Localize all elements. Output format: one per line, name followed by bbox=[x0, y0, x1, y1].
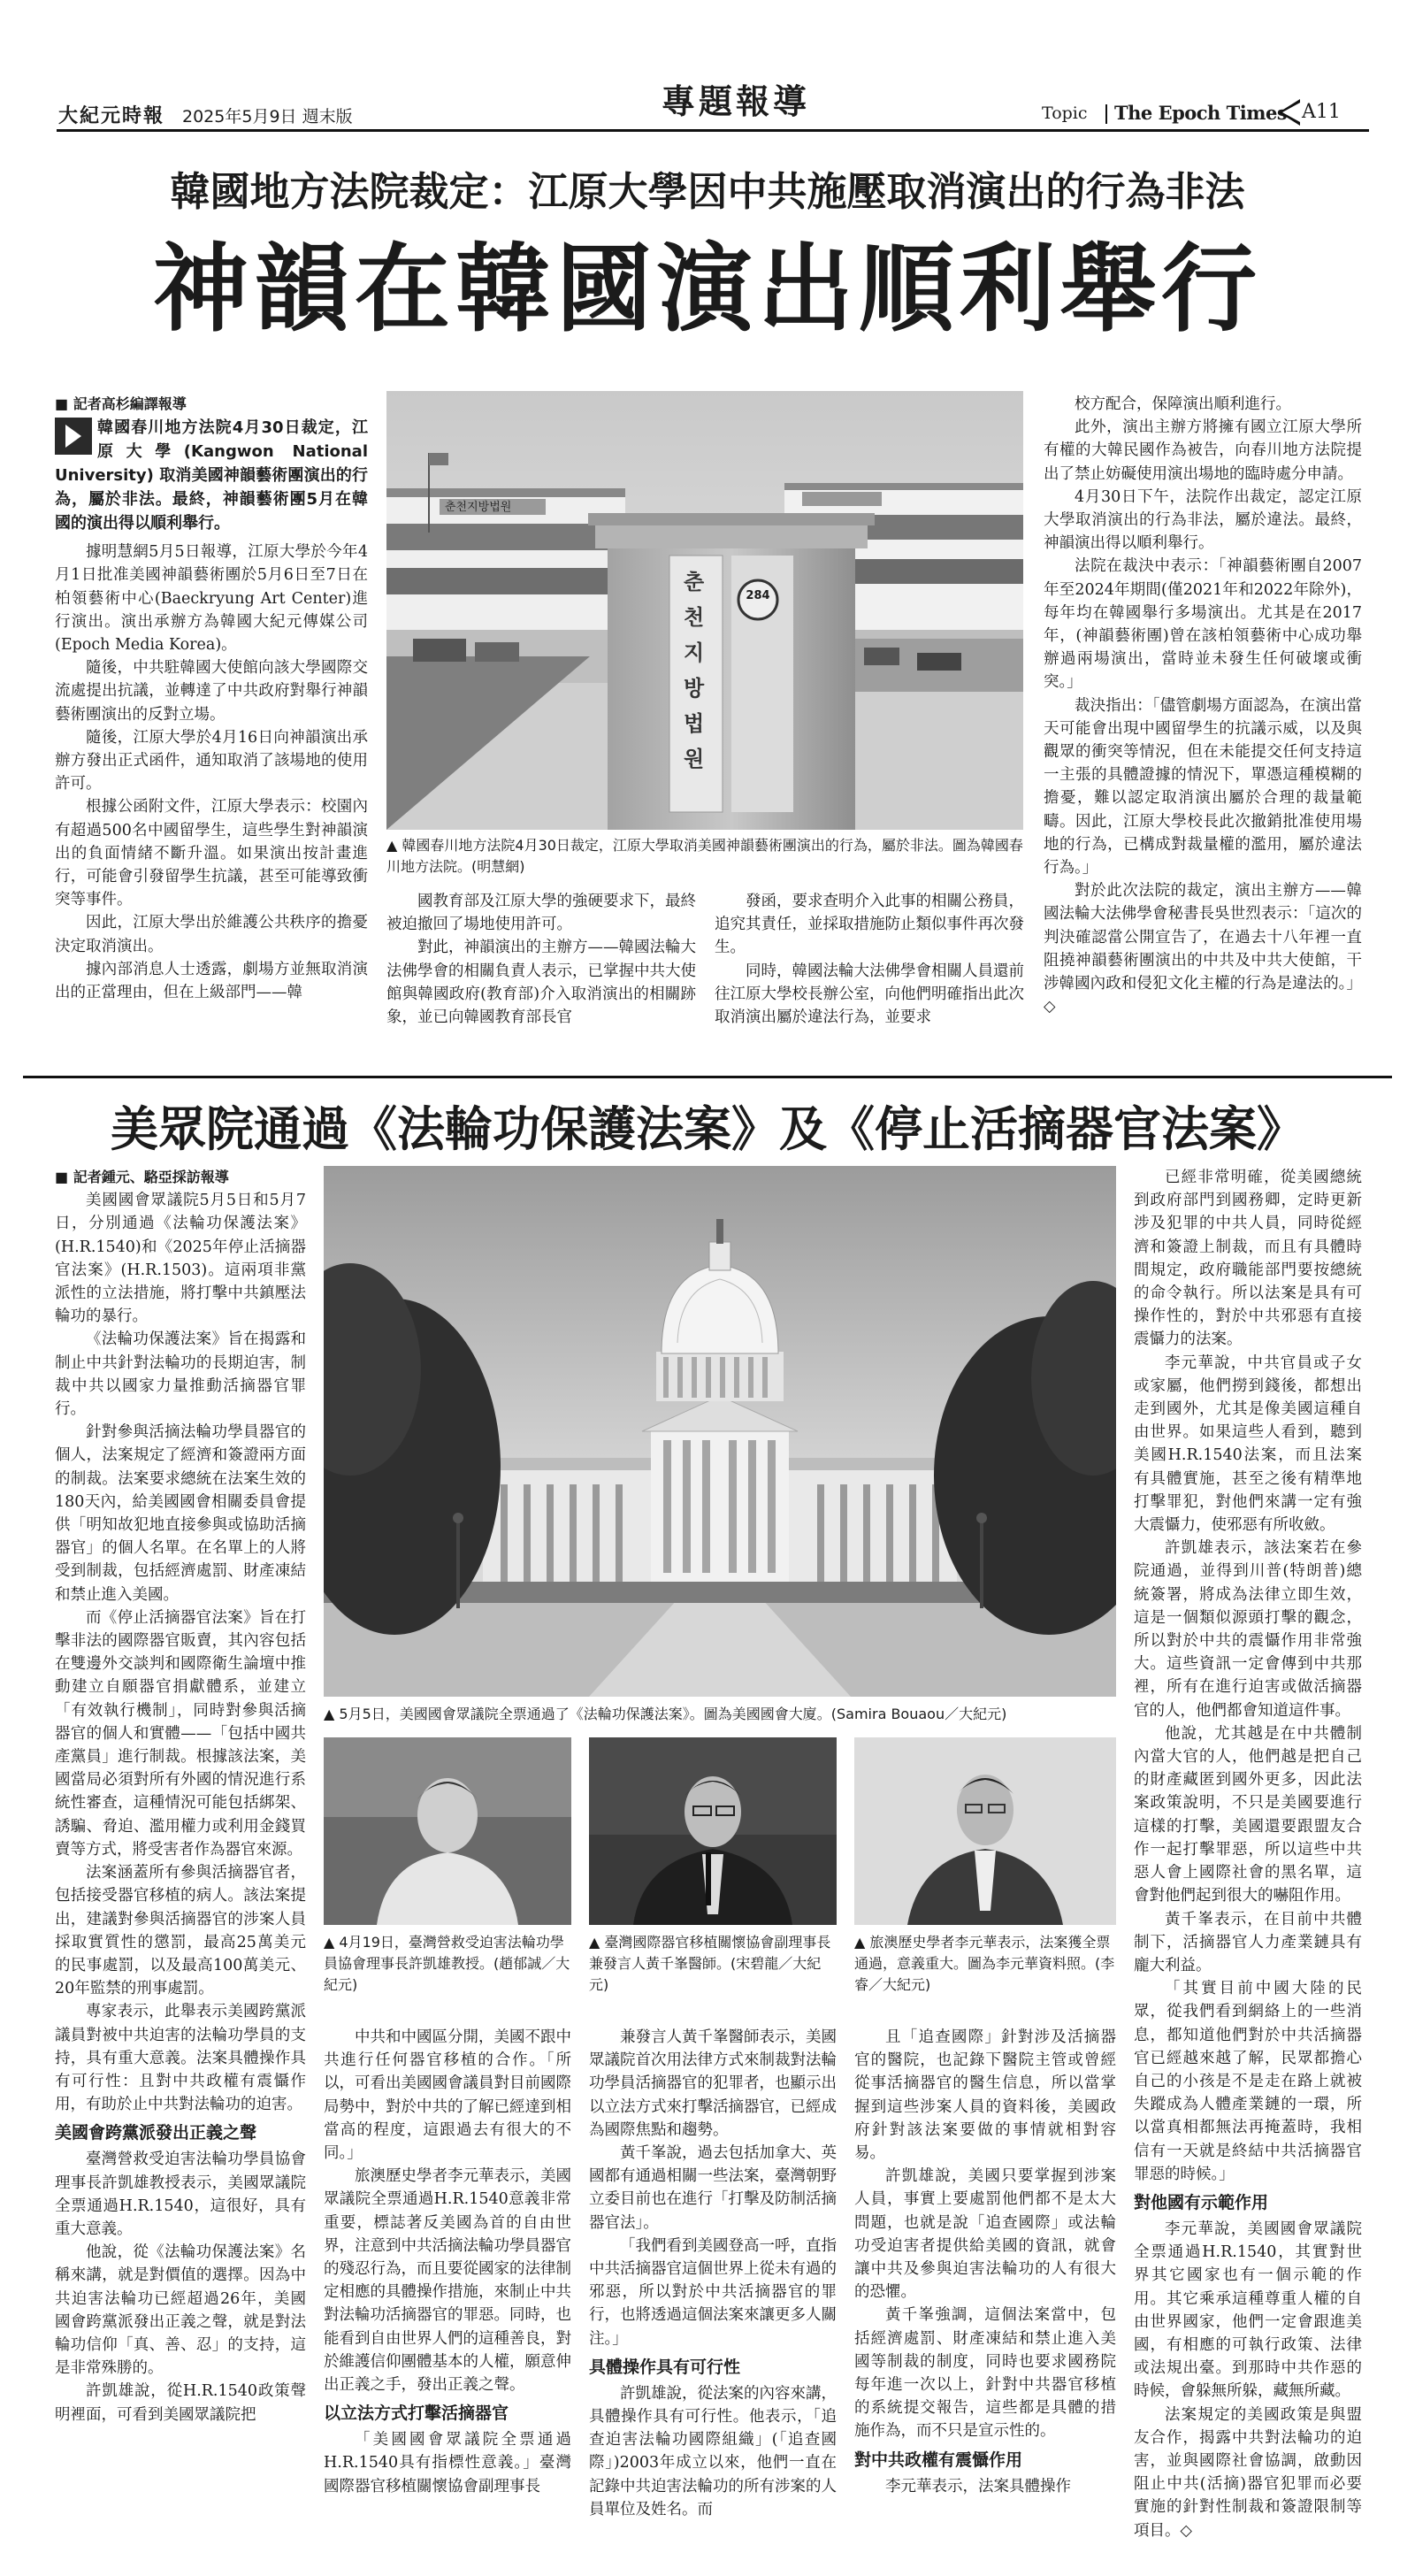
capitol-illustration bbox=[324, 1166, 1116, 1697]
paragraph: 據明慧網5月5日報導，江原大學於今年4月1日批准美國神韻藝術團於5月6日至7日在柏領藝術中心(Baeckryung Art Center)進行演出。演出承辦方為韓國大紀元傳媒公司(Epoch Media Korea)。 bbox=[55, 543, 368, 655]
paragraph: 法院在裁決中表示：「神韻藝術團自2007年至2024年期間(僅2021年和2022年除外)，每年均在韓國舉行多場演出。尤其是在2017年，(神韻藝術團)曾在該柏領藝術中心成功舉辦過兩場演出，當時並未發生任何破壞或衝突。」 bbox=[1044, 557, 1362, 692]
paragraph: 許凱雄說，從H.R.1540政策聲明裡面，可看到美國眾議院把 bbox=[55, 2382, 306, 2424]
article2-byline: ■ 記者鍾元、駱亞採訪報導 bbox=[55, 1169, 229, 1185]
article1-col1 bbox=[55, 393, 368, 1067]
paragraph: 裁決指出：「儘管劇場方面認為，在演出當天可能會出現中國留學生的抗議示威，以及與觀眾的衝突等情況，但在未能提交任何支持這一主張的具體證據的情況下，單憑這種模糊的擔憂，難以認定取消演出屬於合理的裁量範疇。因此，江原大學校長此次撤銷批准使用場地的行為，已構成對裁量權的濫用，屬於違法行為。」 bbox=[1044, 696, 1362, 878]
portrait-caption-hsu: ▲ 4月19日，臺灣營救受迫害法輪功學員協會理事長許凱雄教授。(趙郁誠／大紀元) bbox=[324, 1934, 570, 1993]
court-photo bbox=[386, 391, 1023, 830]
paragraph: 李元華表示，法案具體操作 bbox=[885, 2477, 1071, 2496]
section-divider bbox=[23, 1076, 1392, 1078]
building-sign: 춘천지방법원 bbox=[445, 501, 512, 514]
paragraph: 對此，神韻演出的主辦方——韓國法輪大法佛學會的相關負責人表示，已掌握中共大使館與韓國政府(教育部)介入取消演出的相關跡象，並已向韓國教育部長官 bbox=[386, 939, 696, 1027]
paragraph: 許凱雄說，美國只要掌握到涉案人員，事實上要處罰他們都不是太大問題，也就是說「追查國際」或法輪功受迫害者提供給美國的資訊，就會讓中共及參與迫害法輪功的人有很大的恐懼。 bbox=[854, 2167, 1116, 2302]
paragraph: 國教育部及江原大學的強硬要求下，最終被迫撤回了場地使用許可。 bbox=[386, 893, 696, 934]
article1-lead: 韓國春川地方法院4月30日裁定，江原大學(Kangwon National University) 取消美國神韻藝術團演出的行為，屬於非法。最終，神韻藝術團5月在韓國的演出得以順利舉行。 bbox=[55, 418, 368, 533]
paragraph: 據內部消息人士透露，劇場方並無取消演出的正當理由，但在上級部門——韓 bbox=[55, 960, 368, 1002]
paragraph: 許凱雄表示，該法案若在參院通過，並得到川普(特朗普)總統簽署，將成為法律立即生效，這是一個類似源頭打擊的觀念，所以對於中共的震懾作用非常強大。這些資訊一定會傳到中共那裡，所有在進行迫害或做活摘器官的人，他們都會知道這件事。 bbox=[1134, 1539, 1362, 1720]
paragraph: 李元華說，中共官員或子女或家屬，他們撈到錢後，都想出走到國外，尤其是像美國這種自由世界。如果這些人看到，聽到美國H.R.1540法案，而且法案有具體實施，甚至之後有精準地打擊罪犯，對他們來講一定有強大震懾力，使邪惡有所收斂。 bbox=[1134, 1353, 1362, 1535]
portrait-photo-hsu bbox=[324, 1737, 571, 1925]
paragraph: 「美國國會眾議院全票通過H.R.1540具有指標性意義。」臺灣國際器官移植關懷協會副理事長 bbox=[324, 2431, 571, 2496]
paragraph: 發函，要求查明介入此事的相關公務員，追究其責任，並採取措施防止類似事件再次發生。 bbox=[715, 893, 1024, 957]
portrait-photo-li bbox=[854, 1737, 1116, 1925]
article1-byline: ■ 記者高杉編譯報導 bbox=[55, 395, 187, 412]
paragraph: 此外，演出主辦方將擁有國立江原大學所有權的大韓民國作為被告，向春川地方法院提出了禁止妨礙使用演出場地的臨時處分申請。 bbox=[1044, 418, 1362, 483]
portrait-caption-li: ▲ 旅澳歷史學者李元華表示，法案獲全票通過，意義重大。圖為李元華資料照。(李睿／大紀元) bbox=[854, 1934, 1115, 1993]
paragraph: 黃千峯說，過去包括加拿大、英國都有通過相關一些法案，臺灣朝野立委目前也在進行「打擊及防制活摘器官法」。 bbox=[589, 2144, 837, 2232]
paragraph: 許凱雄說，從法案的內容來講，具體操作具有可行性。他表示，「追查迫害法輪功國際組織」(「追查國際」)2003年成立以來，他們一直在記錄中共迫害法輪功的所有涉案的人員單位及姓名。而 bbox=[589, 2384, 837, 2518]
paragraph: 專家表示，此舉表示美國跨黨派議員對被中共迫害的法輪功學員的支持，具有重大意義。法案具體操作具有可行性：且對中共政權有震懾作用，有助於止中共對法輪功的迫害。 bbox=[55, 2003, 306, 2114]
article2-col3 bbox=[589, 2026, 837, 2567]
sign-number: 284 bbox=[746, 589, 770, 602]
page-number: A11 bbox=[1302, 101, 1341, 123]
page-arrow-inner bbox=[1282, 103, 1300, 122]
paragraph: 他說，從《法輪功保護法案》名稱來講，就是對價值的選擇。因為中共迫害法輪功已經超過26年，美國國會跨黨派發出正義之聲，就是對法輪功信仰「真、善、忍」的支持，這是非常殊勝的。 bbox=[55, 2243, 306, 2378]
paragraph: 「我們看到美國登高一呼，直指中共活摘器官這個世界上從未有過的邪惡，所以對於中共活摘器官的罪行，也將透過這個法案來讓更多人關注。」 bbox=[589, 2236, 837, 2348]
paragraph: 兼發言人黃千峯醫師表示，美國眾議院首次用法律方式來制裁對法輪功學員活摘器官的犯罪者，也顯示出以立法方式來打擊活摘器官，已經成為國際焦點和趨勢。 bbox=[589, 2028, 837, 2139]
article2-col4 bbox=[854, 2026, 1116, 2567]
paragraph: 根據公函附文件，江原大學表示：校園內有超過500名中國留學生，這些學生對神韻演出的負面情緒不斷升溫。如果演出按計畫進行，可能會引發留學生抗議，甚至可能導致衝突等事件。 bbox=[55, 798, 368, 909]
article1-col2 bbox=[386, 890, 696, 1067]
paragraph: 法案規定的美國政策是與盟友合作，揭露中共對法輪功的迫害，並與國際社會協調，啟動因阻止中共(活摘)器官犯罪而必要實施的針對性制裁和簽證限制等項目。◇ bbox=[1134, 2405, 1362, 2540]
article1-headline: 神韻在韓國演出順利舉行 bbox=[152, 234, 1262, 345]
paragraph: 隨後，中共駐韓國大使館向該大學國際交流處提出抗議，並轉達了中共政府對舉行神韻藝術團演出的反對立場。 bbox=[55, 659, 368, 724]
paragraph: 4月30日下午，法院作出裁定，認定江原大學取消演出的行為非法，屬於違法。最終，神韻演出得以順利舉行。 bbox=[1044, 487, 1362, 553]
epoch-times-logo: The Epoch Times bbox=[1114, 102, 1288, 124]
court-sign-text: 춘천지방법원 bbox=[684, 570, 705, 771]
article2-col2 bbox=[324, 2026, 571, 2567]
paragraph: 同時，韓國法輪大法佛學會相關人員還前往江原大學校長辦公室，向他們明確指出此次取消演出屬於違法行為，並要求 bbox=[715, 962, 1024, 1027]
paragraph: 旅澳歷史學者李元華表示，美國眾議院全票通過H.R.1540意義非常重要，標誌著反美國為首的自由世界，注意到中共活摘法輪功學員器官的殘忍行為，而且要從國家的法律制定相應的具體操作措施，來制止中共對法輪功活摘器官的罪惡。同時，也能看到自由世界人們的這種善良，對於維護信仰團體基本的人權，願意伸出正義之手，發出正義之聲。 bbox=[324, 2167, 571, 2395]
court-photo-caption: ▲ 韓國春川地方法院4月30日裁定，江原大學取消美國神韻藝術團演出的行為，屬於非法。圖為韓國春川地方法院。(明慧網) bbox=[386, 837, 1023, 875]
capitol-photo-caption: ▲ 5月5日，美國國會眾議院全票通過了《法輪功保護法案》。圖為美國國會大廈。(Samira Bouaou／大紀元) bbox=[324, 1706, 1007, 1722]
paragraph: 針對參與活摘法輪功學員器官的個人，法案規定了經濟和簽證兩方面的制裁。法案要求總統在法案生效的180天內，給美國國會相關委員會提供「明知故犯地直接參與或協助活摘器官」的個人名單。在名單上的人將受到制裁，包括經濟處罰、財產凍結和禁止進入美國。 bbox=[55, 1423, 306, 1604]
subhead-deterrence: 對中共政權有震懾作用 bbox=[854, 2450, 1023, 2470]
paragraph: 對於此次法院的裁定，演出主辦方——韓國法輪大法佛學會秘書長吳世烈表示：「這次的判決確認當公開宣告了，在過去十八年裡一直阻撓神韻藝術團演出的中共及中共大使館，干涉韓國內政和侵犯文化主權的行為是違法的。」◇ bbox=[1044, 882, 1362, 1016]
paragraph: 校方配合，保障演出順利進行。 bbox=[1075, 395, 1291, 413]
header-rule bbox=[57, 129, 1369, 132]
divider-bar bbox=[1105, 104, 1107, 124]
paragraph: 美國國會眾議院5月5日和5月7日，分別通過《法輪功保護法案》(H.R.1540)和《2025年停止活摘器官法案》(H.R.1503)。這兩項非黨派性的立法措施，將打擊中共鎮壓法輪功的暴行。 bbox=[55, 1192, 306, 1326]
paragraph: 法案涵蓋所有參與活摘器官者，包括接受器官移植的病人。該法案提出，建議對參與活摘器官的涉案人員採取實質性的懲罰，最高25萬美元的民事處罰，以及最高100萬美元、20年監禁的刑事處罰。 bbox=[55, 1864, 306, 1998]
article1-col3 bbox=[715, 890, 1024, 1067]
subhead-bipartisan: 美國會跨黨派發出正義之聲 bbox=[55, 2123, 257, 2143]
paragraph: 李元華說，美國國會眾議院全票通過H.R.1540，其實對世界其它國家也有一個示範的作用。其它乘承這種尊重人權的自由世界國家，他們一定會跟進美國，有相應的可執行政策、法律或法規出臺。到那時中共作惡的時候，會躲無所躲，藏無所藏。 bbox=[1134, 2220, 1362, 2401]
article2-headline: 美眾院通過《法輪功保護法案》及《停止活摘器官法案》 bbox=[111, 1101, 1304, 1157]
paragraph: 他說，尤其越是在中共體制內當大官的人，他們越是把自己的財產藏匿到國外更多，因此法案政策說明，不只是美國要進行這樣的打擊，美國還要跟盟友合作一起打擊罪惡，所以這些中共惡人會上國際社會的黑名單，這會對他們起到很大的嚇阻作用。 bbox=[1134, 1724, 1362, 1905]
topic-label: Topic bbox=[1042, 104, 1088, 123]
paragraph: 且「追查國際」針對涉及活摘器官的醫院，也記錄下醫院主管或曾經從事活摘器官的醫生信息，所以當掌握到這些涉案人員的資料後，美國政府針對該法案要做的事情就相對容易。 bbox=[854, 2028, 1116, 2163]
paragraph: 隨後，江原大學於4月16日向神韻演出承辦方發出正式函件，通知取消了該場地的使用許可。 bbox=[55, 728, 368, 794]
portrait-photo-huang bbox=[589, 1737, 837, 1925]
paragraph: 黃千峯表示，在目前中共體制下，活摘器官人力產業鏈具有龐大利益。 bbox=[1134, 1910, 1362, 1974]
issue-date: 2025年5月9日 週末版 bbox=[182, 107, 353, 126]
capitol-photo bbox=[324, 1166, 1116, 1697]
paragraph: 而《停止活摘器官法案》旨在打擊非法的國際器官販賣，其內容包括在雙邊外交談判和國際衛生論壇中推動建立自願器官捐獻體系，並建立「有效執行機制」，同時對參與活摘器官的個人和實體——「包括中國共產黨員」進行制裁。根據該法案，美國當局必須對所有外國的情況進行系統性審查，這種情況可能包括綁架、誘騙、脅迫、濫用權力或利用金錢買賣等方式，將受害者作為器官來源。 bbox=[55, 1608, 306, 1859]
paragraph: 因此，江原大學出於維護公共秩序的擔憂決定取消演出。 bbox=[55, 914, 368, 955]
paragraph: 臺灣營救受迫害法輪功學員協會理事長許凱雄教授表示，美國眾議院全票通過H.R.1540，這很好，具有重大意義。 bbox=[55, 2150, 306, 2238]
paragraph: 「其實目前中國大陸的民眾，從我們看到網絡上的一些消息，都知道他們對於中共活摘器官已經越來越了解，民眾都擔心自己的小孩是不是走在路上就被失蹤成為人體產業鏈的一環，所以當真相都無法再掩蓋時，我相信有一天就是終結中共活摘器官罪惡的時候。」 bbox=[1134, 1980, 1362, 2183]
lead-arrow-icon bbox=[55, 418, 92, 455]
paper-name: 大紀元時報 bbox=[58, 104, 165, 127]
paragraph: 已經非常明確，從美國總統到政府部門到國務卿，定時更新涉及犯罪的中共人員，同時從經濟和簽證上制裁，而且有具體時間規定，政府職能部門要按總統的命令執行。所以法案是具有可操作性的，對於中共邪惡有直接震懾力的法案。 bbox=[1134, 1169, 1362, 1349]
paragraph: 黃千峯強調，這個法案當中，包括經濟處罰、財產凍結和禁止進入美國等制裁的制度，同時也要求國務院每年進一次以上，針對中共器官移植的系統提交報告，這些都是具體的措施作為，而不只是宣示性的。 bbox=[854, 2306, 1116, 2441]
section-title: 專題報導 bbox=[661, 81, 810, 121]
masthead bbox=[23, 0, 1392, 126]
article1-kicker: 韓國地方法院裁定：江原大學因中共施壓取消演出的行為非法 bbox=[170, 168, 1245, 215]
subhead-example: 對他國有示範作用 bbox=[1134, 2192, 1269, 2212]
subhead-legislation: 以立法方式打擊活摘器官 bbox=[324, 2404, 509, 2424]
portrait-caption-huang: ▲ 臺灣國際器官移植關懷協會副理事長兼發言人黃千峯醫師。(宋碧龍／大紀元) bbox=[589, 1934, 831, 1993]
article2-col1 bbox=[55, 1166, 306, 2564]
article1-col4 bbox=[1044, 393, 1362, 1067]
subhead-feasibility: 具體操作具有可行性 bbox=[589, 2357, 741, 2377]
article2-col5 bbox=[1134, 1166, 1362, 2567]
paragraph: 《法輪功保護法案》旨在揭露和制止中共針對法輪功的長期迫害，制裁中共以國家力量推動活摘器官罪行。 bbox=[55, 1330, 306, 1419]
paragraph: 中共和中國區分開，美國不跟中共進行任何器官移植的合作。「所以，可看出美國國會議員對目前國際局勢中，對於中共的了解已經達到相當高的程度，這跟過去有很大的不同。」 bbox=[324, 2028, 571, 2163]
